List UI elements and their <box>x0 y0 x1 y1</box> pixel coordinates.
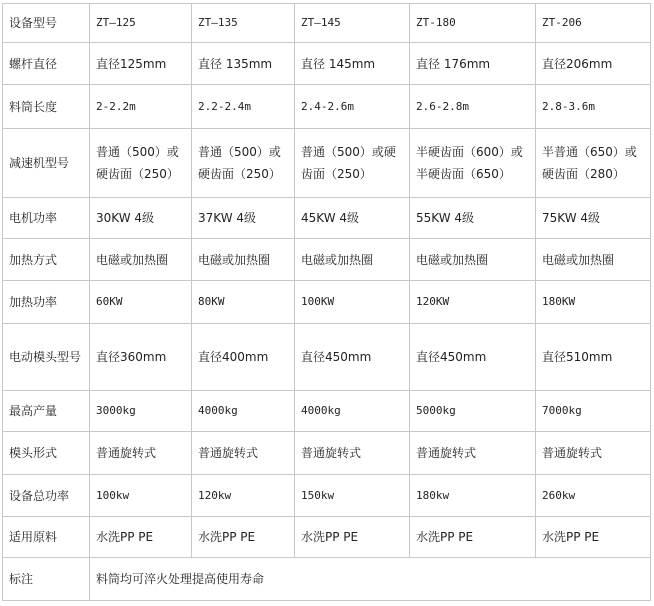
table-cell: 180kw <box>410 475 536 517</box>
row-label: 料筒长度 <box>3 85 90 129</box>
table-cell: 2-2.2m <box>90 85 192 129</box>
row-label: 减速机型号 <box>3 129 90 198</box>
table-cell: 水洗PP PE <box>295 517 410 558</box>
table-cell: 75KW 4级 <box>536 198 651 239</box>
table-cell: 2.6-2.8m <box>410 85 536 129</box>
row-label: 模头形式 <box>3 432 90 475</box>
table-row <box>3 281 651 324</box>
table-cell: 120kw <box>192 475 295 517</box>
row-label: 电机功率 <box>3 198 90 239</box>
table-cell: 普通（500）或硬齿面（250） <box>192 129 295 198</box>
table-row <box>3 239 651 281</box>
table-cell: 电磁或加热圈 <box>295 239 410 281</box>
note-text: 料筒均可淬火处理提高使用寿命 <box>90 558 651 601</box>
table-cell: 260kw <box>536 475 651 517</box>
row-label: 螺杆直径 <box>3 43 90 85</box>
table-cell: 水洗PP PE <box>410 517 536 558</box>
table-cell: 直径206mm <box>536 43 651 85</box>
table-cell: 普通旋转式 <box>192 432 295 475</box>
table-cell: 45KW 4级 <box>295 198 410 239</box>
table-cell: 普通旋转式 <box>295 432 410 475</box>
table-cell: 半普通（650）或硬齿面（280） <box>536 129 651 198</box>
table-cell: 直径510mm <box>536 324 651 391</box>
table-cell: 150kw <box>295 475 410 517</box>
table-cell: 普通旋转式 <box>410 432 536 475</box>
table-cell: 普通旋转式 <box>536 432 651 475</box>
table-cell: 4000kg <box>192 391 295 432</box>
table-row <box>3 391 651 432</box>
table-cell: 直径125mm <box>90 43 192 85</box>
row-label: 设备总功率 <box>3 475 90 517</box>
table-cell: 水洗PP PE <box>192 517 295 558</box>
row-label: 加热功率 <box>3 281 90 324</box>
table-row <box>3 517 651 558</box>
note-label: 标注 <box>3 558 90 601</box>
table-row <box>3 43 651 85</box>
table-cell: 60KW <box>90 281 192 324</box>
table-cell: 37KW 4级 <box>192 198 295 239</box>
table-cell: 2.4-2.6m <box>295 85 410 129</box>
row-label: 电动模头型号 <box>3 324 90 391</box>
table-row <box>3 475 651 517</box>
row-label: 加热方式 <box>3 239 90 281</box>
table-cell: 直径 135mm <box>192 43 295 85</box>
table-cell: ZT—145 <box>295 4 410 43</box>
table-cell: 半硬齿面（600）或半硬齿面（650） <box>410 129 536 198</box>
table-cell: 直径450mm <box>295 324 410 391</box>
table-cell: 120KW <box>410 281 536 324</box>
table-cell: 5000kg <box>410 391 536 432</box>
table-cell: 普通（500）或硬齿面（250） <box>90 129 192 198</box>
table-cell: ZT—135 <box>192 4 295 43</box>
table-cell: 55KW 4级 <box>410 198 536 239</box>
table-cell: 直径400mm <box>192 324 295 391</box>
table-cell: 电磁或加热圈 <box>410 239 536 281</box>
row-label: 设备型号 <box>3 4 90 43</box>
table-cell: ZT-180 <box>410 4 536 43</box>
table-cell: 电磁或加热圈 <box>192 239 295 281</box>
table-cell: 水洗PP PE <box>536 517 651 558</box>
table-cell: 2.2-2.4m <box>192 85 295 129</box>
row-label: 适用原料 <box>3 517 90 558</box>
table-cell: 水洗PP PE <box>90 517 192 558</box>
table-row <box>3 432 651 475</box>
table-cell: 7000kg <box>536 391 651 432</box>
table-row <box>3 129 651 198</box>
table-row <box>3 4 651 43</box>
table-cell: 3000kg <box>90 391 192 432</box>
table-cell: 直径360mm <box>90 324 192 391</box>
table-cell: 直径450mm <box>410 324 536 391</box>
table-cell: 180KW <box>536 281 651 324</box>
table-cell: 电磁或加热圈 <box>90 239 192 281</box>
row-label: 最高产量 <box>3 391 90 432</box>
table-cell: 80KW <box>192 281 295 324</box>
table-cell: 2.8-3.6m <box>536 85 651 129</box>
table-cell: 电磁或加热圈 <box>536 239 651 281</box>
table-row <box>3 198 651 239</box>
table-cell: 直径 145mm <box>295 43 410 85</box>
spec-table <box>2 3 651 601</box>
note-row <box>3 558 651 601</box>
table-cell: 4000kg <box>295 391 410 432</box>
table-cell: ZT-206 <box>536 4 651 43</box>
table-cell: 普通旋转式 <box>90 432 192 475</box>
table-row <box>3 324 651 391</box>
table-cell: 30KW 4级 <box>90 198 192 239</box>
table-cell: 直径 176mm <box>410 43 536 85</box>
table-cell: 100KW <box>295 281 410 324</box>
table-cell: ZT—125 <box>90 4 192 43</box>
table-row <box>3 85 651 129</box>
table-cell: 100kw <box>90 475 192 517</box>
table-cell: 普通（500）或硬齿面（250） <box>295 129 410 198</box>
